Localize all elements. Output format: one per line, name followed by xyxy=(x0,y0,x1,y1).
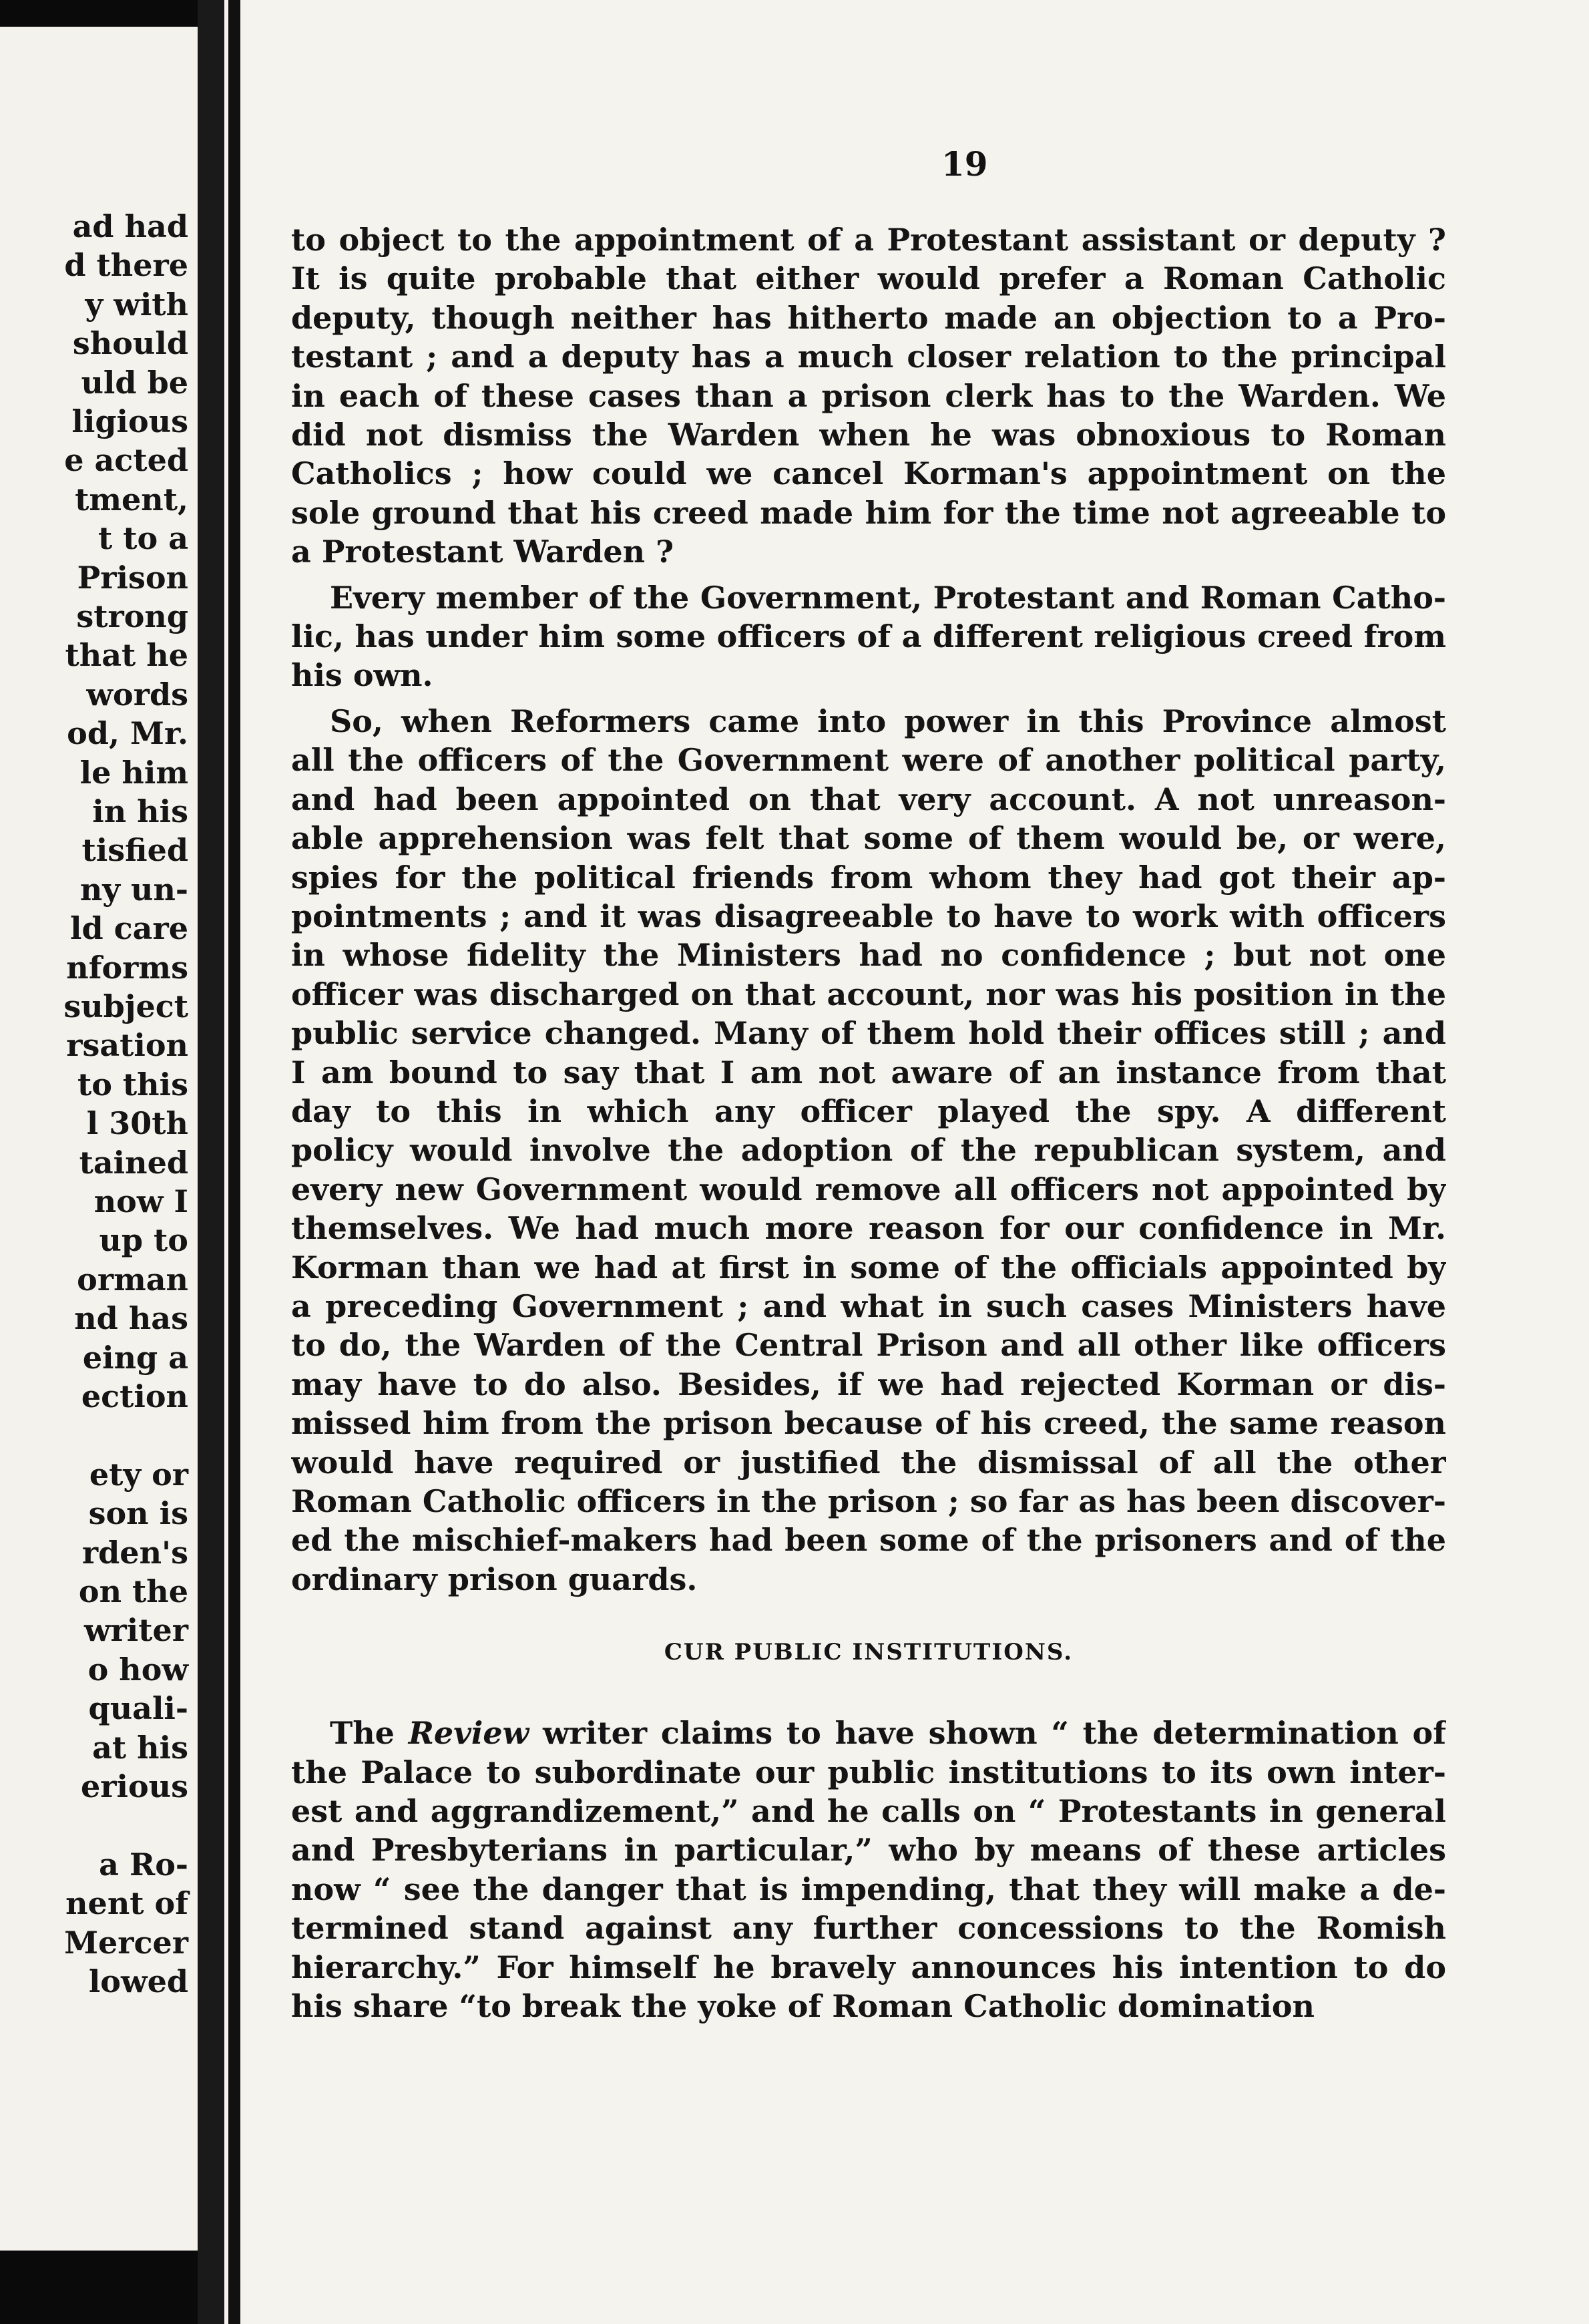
left-page-line: t to a xyxy=(97,520,188,557)
left-page-line: to this xyxy=(77,1066,188,1103)
left-page-line: nforms xyxy=(66,949,188,986)
text-line: and Presbyterians in particular,” who by means of these articles xyxy=(291,1832,1446,1869)
left-page-line: Prison xyxy=(77,559,188,596)
text-line: Catholics ; how could we cancel Korman's appointment on the xyxy=(291,455,1446,492)
text-line: So, when Reformers came into power in this Province almost xyxy=(330,703,1446,739)
text-line: able apprehension was felt that some of them would be, or were, xyxy=(291,820,1446,857)
text-line: public service changed. Many of them hold their offices still ; and xyxy=(291,1015,1446,1052)
text-line: all the officers of the Government were of another political party, xyxy=(291,742,1446,779)
left-page-line: tained xyxy=(79,1144,188,1181)
text-line: I am bound to say that I am not aware of an instance from that xyxy=(291,1054,1446,1091)
text-line: his own. xyxy=(291,657,433,694)
left-page-line: erious xyxy=(81,1768,188,1804)
left-page-line: eing a xyxy=(82,1339,188,1376)
text-line: themselves. We had much more reason for our confidence in Mr. xyxy=(291,1210,1446,1247)
text-line: Every member of the Government, Protestant and Roman Catho- xyxy=(330,579,1446,616)
text-line: hierarchy.” For himself he bravely announces his intention to do xyxy=(291,1949,1446,1985)
text-line: pointments ; and it was disagreeable to have to work with officers xyxy=(291,898,1446,934)
left-page-line: now I xyxy=(93,1183,188,1219)
adjacent-page-fragment xyxy=(0,27,198,2251)
text-line: Korman than we had at first in some of the officials appointed by xyxy=(291,1249,1446,1286)
text-line: Roman Catholic officers in the prison ; so far as has been discover- xyxy=(291,1483,1446,1519)
left-page-line: le him xyxy=(79,754,188,791)
left-page-line: od, Mr. xyxy=(67,715,188,752)
text-line: in each of these cases than a prison clerk has to the Warden. We xyxy=(291,377,1446,414)
text-line: the Palace to subordinate our public institutions to its own inter- xyxy=(291,1754,1446,1790)
text-line: officer was discharged on that account, nor was his position in the xyxy=(291,976,1446,1012)
left-page-line: son is xyxy=(88,1495,188,1532)
text-line: missed him from the prison because of his creed, the same reason xyxy=(291,1405,1446,1442)
paragraph-4 xyxy=(291,1714,1446,2025)
left-page-line: nent of xyxy=(65,1885,188,1922)
section-heading: CUR PUBLIC INSTITUTIONS. xyxy=(664,1639,1074,1666)
left-page-line: tisfied xyxy=(81,832,188,869)
text-line: and had been appointed on that very account. A not unreason- xyxy=(291,781,1446,817)
left-page-line: orman xyxy=(77,1261,188,1298)
text-line: a preceding Government ; and what in such cases Ministers have xyxy=(291,1288,1446,1324)
text-line: his share “to break the yoke of Roman Catholic domination xyxy=(291,1988,1315,2025)
left-page-line: words xyxy=(86,676,188,713)
paragraph-2 xyxy=(291,578,1446,695)
left-page-line: writer xyxy=(83,1612,188,1649)
body-text xyxy=(291,220,1446,2025)
left-page-line: at his xyxy=(92,1729,188,1766)
text-line: est and aggrandizement,” and he calls on “ Protestants in general xyxy=(291,1793,1446,1830)
text-line: testant ; and a deputy has a much closer relation to the principal xyxy=(291,339,1446,375)
text-line: ordinary prison guards. xyxy=(291,1561,698,1597)
text-line: in whose fidelity the Ministers had no confidence ; but not one xyxy=(291,937,1446,974)
left-page-line: Mercer xyxy=(64,1924,188,1961)
paragraph-1 xyxy=(291,220,1446,572)
text-line: to do, the Warden of the Central Prison and all other like officers xyxy=(291,1327,1446,1364)
paragraph-3 xyxy=(291,702,1446,1599)
text-line: may have to do also. Besides, if we had rejected Korman or dis- xyxy=(291,1366,1446,1402)
left-page-line: subject xyxy=(63,988,188,1024)
text-line: to object to the appointment of a Protestant assistant or deputy ? xyxy=(291,222,1446,258)
text-line: termined stand against any further concessions to the Romish xyxy=(291,1910,1446,1947)
left-page-line: uld be xyxy=(81,364,188,401)
document-page xyxy=(224,0,1589,2324)
text-line: deputy, though neither has hitherto made an objection to a Pro- xyxy=(291,299,1446,336)
left-page-line: l 30th xyxy=(86,1105,188,1142)
left-page-line: should xyxy=(72,325,188,362)
text-line: did not dismiss the Warden when he was obnoxious to Roman xyxy=(291,417,1446,453)
left-page-line: strong xyxy=(76,598,188,634)
page-edge-line xyxy=(228,0,240,2324)
text-line: a Protestant Warden ? xyxy=(291,534,674,570)
left-page-line: on the xyxy=(78,1573,188,1609)
left-page-line: rsation xyxy=(66,1027,188,1064)
left-page-line: d there xyxy=(64,247,188,284)
left-page-line: ety or xyxy=(89,1456,188,1493)
text-line: spies for the political friends from whom they had got their ap- xyxy=(291,859,1446,896)
left-page-line: a Ro- xyxy=(99,1846,188,1883)
left-page-line: ection xyxy=(81,1378,188,1414)
left-page-line: ld care xyxy=(70,910,188,947)
text-line: would have required or justified the dismissal of all the other xyxy=(291,1444,1446,1481)
left-page-line: o how xyxy=(87,1651,188,1688)
text-line: now “ see the danger that is impending, that they will make a de- xyxy=(291,1871,1446,1907)
text-line: sole ground that his creed made him for the time not agreeable to xyxy=(291,494,1446,531)
left-page-line: ny un- xyxy=(79,871,188,908)
left-page-line: quali- xyxy=(88,1690,188,1727)
left-page-line: nd has xyxy=(74,1300,188,1337)
left-page-line: e acted xyxy=(64,442,188,479)
left-page-line: lowed xyxy=(88,1963,188,1999)
text-line: ed the mischief-makers had been some of the prisoners and of the xyxy=(291,1522,1446,1559)
text-line: every new Government would remove all officers not appointed by xyxy=(291,1171,1446,1207)
left-page-line: rden's xyxy=(81,1534,188,1571)
left-page-line: in his xyxy=(92,793,188,829)
text-line: The Review writer claims to have shown “ the determination of xyxy=(330,1715,1446,1752)
left-page-line: that he xyxy=(65,637,188,674)
left-page-line: tment, xyxy=(75,481,188,518)
review-title: Review xyxy=(408,1715,529,1752)
text-line: policy would involve the adoption of the republican system, and xyxy=(291,1132,1446,1169)
left-page-line: y with xyxy=(85,286,188,323)
page-number: 19 xyxy=(941,144,988,184)
text-line: day to this in which any officer played the spy. A different xyxy=(291,1093,1446,1129)
left-page-line: up to xyxy=(99,1222,188,1259)
left-page-line: ad had xyxy=(72,208,188,244)
text-line: lic, has under him some officers of a different religious creed from xyxy=(291,618,1446,655)
left-page-line: ligious xyxy=(71,403,188,439)
text-line: It is quite probable that either would prefer a Roman Catholic xyxy=(291,260,1446,297)
